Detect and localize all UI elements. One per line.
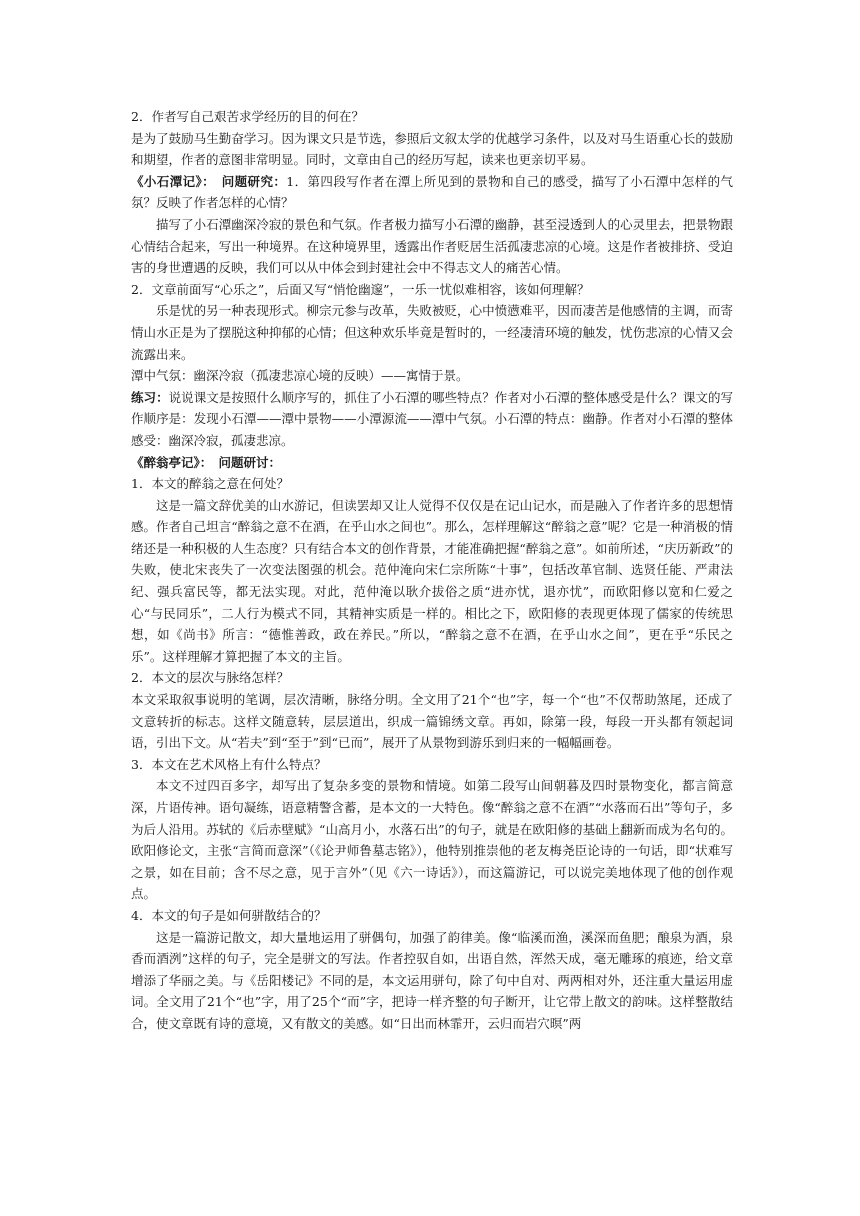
document-page xyxy=(131,106,733,1035)
paragraph: 3．本文在艺术风格上有什么特点？ xyxy=(131,756,327,772)
section-heading: 练习： xyxy=(131,389,169,405)
paragraph: 这是一篇文辞优美的山水游记，但读罢却又让人觉得不仅仅是在记山记水，而是融入了作者许多的思想情感。作者自己坦言“醉翁之意不在酒，在乎山水之间也”。那么，怎样理解这“醉翁之意”呢？它是一种消极的情绪还是一种积极的人生态度？只有结合本文的创作背景，才能准确把握“醉翁之意”。如前所述，“庆历新政”的失败，使北宋丧失了一次变法图强的机会。范仲淹向宋仁宗所陈“十事”，包括改革官制、选贤任能、严肃法纪、强兵富民等，都无法实现。对此，范仲淹以耿介拔俗之质“进亦忧，退亦忧”，而欧阳修以宽和仁爱之心“与民同乐”，二人行为模式不同，其精神实质是一样的。相比之下，欧阳修的表现更体现了儒家的传统思想，如《尚书》所言：“德惟善政，政在养民。”所以，“醉翁之意不在酒，在乎山水之间”，更在乎“乐民之乐”。这样理解才算把握了本文的主旨。 xyxy=(131,497,733,664)
paragraph: 4．本文的句子是如何骈散结合的？ xyxy=(131,907,327,923)
paragraph-text: 说说课文是按照什么顺序写的，抓住了小石潭的哪些特点？作者对小石潭的整体感受是什么？课文的写作顺序是：发现小石潭——潭中景物——小潭源流——潭中气氛。小石潭的特点：幽静。作者对小石潭的整体感受：幽深冷寂，孤凄悲凉。 xyxy=(131,389,733,448)
paragraph xyxy=(131,171,733,214)
paragraph: 是为了鼓励马生勤奋学习。因为课文只是节选，参照后文叙太学的优越学习条件，以及对马生语重心长的鼓励和期望，作者的意图非常明显。同时，文章由自己的经历写起，读来也更亲切平易。 xyxy=(131,130,733,168)
paragraph: 这是一篇游记散文，却大量地运用了骈偶句，加强了韵律美。像“临溪而渔，溪深而鱼肥；酿泉为酒，泉香而酒洌”这样的句子，完全是骈文的写法。作者控驭自如，出语自然，浑然天成，毫无雕琢的痕迹，给文章增添了华丽之美。与《岳阳楼记》不同的是，本文运用骈句，除了句中自对、两两相对外，还注重大量运用虚词。全文用了21个“也”字，用了25个“而”字，把诗一样齐整的句子断开，让它带上散文的韵味。这样整散结合，使文章既有诗的意境，又有散文的美感。如“日出而林霏开，云归而岩穴暝”两 xyxy=(131,929,733,1031)
paragraph: 1．本文的醉翁之意在何处？ xyxy=(131,476,289,492)
paragraph xyxy=(131,387,733,452)
paragraph: 2．文章前面写“心乐之”，后面又写“悄怆幽邃”，一乐一忧似难相容，该如何理解？ xyxy=(131,281,590,297)
paragraph: 2．本文的层次与脉络怎样？ xyxy=(131,670,289,686)
paragraph: 乐是忧的另一种表现形式。柳宗元参与改革，失败被贬，心中愤懑难平，因而凄苦是他感情的主调，而寄情山水正是为了摆脱这种抑郁的心情；但这种欢乐毕竟是暂时的，一经凄清环境的触发，忧伤悲凉的心情又会流露出来。 xyxy=(131,303,733,362)
paragraph-text: 1．第四段写作者在潭上所见到的景物和自己的感受，描写了小石潭中怎样的气氛？反映了作者怎样的心情？ xyxy=(131,173,733,211)
paragraph: 潭中气氛：幽深冷寂（孤凄悲凉心境的反映）——寓情于景。 xyxy=(131,368,469,384)
paragraph: 2．作者写自己艰苦求学经历的目的何在？ xyxy=(131,109,364,124)
paragraph xyxy=(131,452,733,474)
paragraph: 本文采取叙事说明的笔调，层次清晰，脉络分明。全文用了21个“也”字，每一个“也”不仅帮助煞尾，还成了文意转折的标志。这样文随意转，层层道出，织成一篇锦绣文章。再如，除第一段，每段一开头都有领起词语，引出下文。从“若夫”到“至于”到“已而”，展开了从景物到游乐到归来的一幅幅画卷。 xyxy=(131,692,733,751)
section-heading: 《小石潭记》： 问题研究： xyxy=(131,173,287,189)
paragraph: 本文不过四百多字，却写出了复杂多变的景物和情境。如第二段写山间朝暮及四时景物变化，都言简意深，片语传神。语句凝练，语意精警含蓄，是本文的一大特色。像“醉翁之意不在酒”“水落而石出”等句子，多为后人沿用。苏轼的《后赤壁赋》“山高月小，水落石出”的句子，就是在欧阳修的基础上翻新而成为名句的。欧阳修论文，主张“言简而意深”（《论尹师鲁墓志铭》），他特别推崇他的老友梅尧臣论诗的一句话，即“状难写之景，如在目前；含不尽之意，见于言外”（见《六一诗话》），而这篇游记，可以说完美地体现了他的创作观点。 xyxy=(131,778,733,902)
paragraph: 描写了小石潭幽深冷寂的景色和气氛。作者极力描写小石潭的幽静，甚至浸透到人的心灵里去，把景物跟心情结合起来，写出一种境界。在这种境界里，透露出作者贬居生活孤凄悲凉的心境。这是作者被排挤、受迫害的身世遭遇的反映，我们可以从中体会到封建社会中不得志文人的痛苦心情。 xyxy=(131,216,733,276)
section-heading: 《醉翁亭记》： 问题研讨： xyxy=(131,454,282,470)
